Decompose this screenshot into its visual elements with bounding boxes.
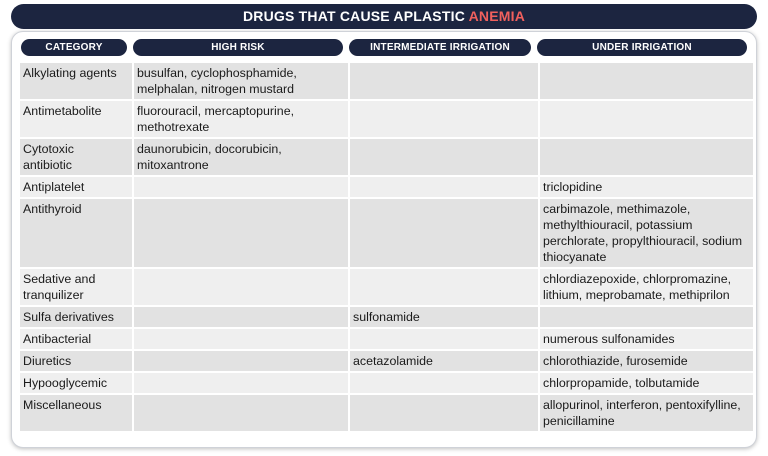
column-header-category: CATEGORY bbox=[21, 39, 127, 56]
under-cell bbox=[540, 63, 755, 101]
under-cell bbox=[540, 351, 755, 373]
high-risk-cell bbox=[134, 395, 350, 433]
under-cell-line: thiocyanate bbox=[543, 250, 607, 264]
table-row bbox=[20, 101, 755, 139]
category-cell bbox=[20, 139, 134, 177]
category-cell-line: Antibacterial bbox=[23, 332, 92, 346]
category-cell-line: Miscellaneous bbox=[23, 398, 102, 412]
category-cell bbox=[20, 199, 134, 269]
table-row bbox=[20, 329, 755, 351]
drug-table bbox=[20, 63, 755, 433]
table-row bbox=[20, 395, 755, 433]
intermediate-cell bbox=[350, 199, 540, 269]
category-cell-line: Antiplatelet bbox=[23, 180, 85, 194]
title-main: DRUGS THAT CAUSE APLASTIC bbox=[243, 8, 465, 24]
intermediate-cell bbox=[350, 307, 540, 329]
table-row bbox=[20, 269, 755, 307]
table-row bbox=[20, 63, 755, 101]
high-risk-cell-line: melphalan, nitrogen mustard bbox=[137, 82, 295, 96]
high-risk-cell bbox=[134, 199, 350, 269]
category-cell-line: antibiotic bbox=[23, 158, 72, 172]
under-cell-line: perchlorate, propylthiouracil, sodium bbox=[543, 234, 743, 248]
under-cell-line: methylthiouracil, potassium bbox=[543, 218, 693, 232]
table-row bbox=[20, 199, 755, 269]
high-risk-cell bbox=[134, 269, 350, 307]
high-risk-cell bbox=[134, 139, 350, 177]
under-cell-line: numerous sulfonamides bbox=[543, 332, 675, 346]
category-cell bbox=[20, 307, 134, 329]
column-header-intermediate: INTERMEDIATE IRRIGATION bbox=[349, 39, 531, 56]
intermediate-cell-line: acetazolamide bbox=[353, 354, 433, 368]
high-risk-cell bbox=[134, 63, 350, 101]
intermediate-cell bbox=[350, 63, 540, 101]
high-risk-cell-line: methotrexate bbox=[137, 120, 210, 134]
intermediate-cell bbox=[350, 373, 540, 395]
column-header-under: UNDER IRRIGATION bbox=[537, 39, 747, 56]
intermediate-cell-line: sulfonamide bbox=[353, 310, 420, 324]
category-cell bbox=[20, 395, 134, 433]
high-risk-cell-line: busulfan, cyclophosphamide, bbox=[137, 66, 297, 80]
high-risk-cell bbox=[134, 101, 350, 139]
high-risk-cell bbox=[134, 307, 350, 329]
under-cell bbox=[540, 101, 755, 139]
intermediate-cell bbox=[350, 139, 540, 177]
category-cell bbox=[20, 329, 134, 351]
category-cell-line: Cytotoxic bbox=[23, 142, 74, 156]
category-cell bbox=[20, 177, 134, 199]
table-row bbox=[20, 139, 755, 177]
category-cell-line: tranquilizer bbox=[23, 288, 84, 302]
under-cell-line: triclopidine bbox=[543, 180, 603, 194]
intermediate-cell bbox=[350, 269, 540, 307]
category-cell-line: Sulfa derivatives bbox=[23, 310, 114, 324]
column-header-high-risk: HIGH RISK bbox=[133, 39, 343, 56]
title-accent: ANEMIA bbox=[468, 8, 525, 24]
category-cell-line: Sedative and bbox=[23, 272, 96, 286]
high-risk-cell bbox=[134, 177, 350, 199]
high-risk-cell bbox=[134, 329, 350, 351]
intermediate-cell bbox=[350, 329, 540, 351]
under-cell bbox=[540, 199, 755, 269]
high-risk-cell bbox=[134, 373, 350, 395]
under-cell bbox=[540, 139, 755, 177]
under-cell-line: allopurinol, interferon, pentoxifylline, bbox=[543, 398, 741, 412]
category-cell bbox=[20, 373, 134, 395]
under-cell-line: carbimazole, methimazole, bbox=[543, 202, 691, 216]
under-cell bbox=[540, 177, 755, 199]
page-title bbox=[11, 4, 757, 29]
category-cell-line: Diuretics bbox=[23, 354, 72, 368]
under-cell-line: chlorothiazide, furosemide bbox=[543, 354, 688, 368]
table-row bbox=[20, 373, 755, 395]
category-cell bbox=[20, 63, 134, 101]
under-cell bbox=[540, 269, 755, 307]
under-cell-line: chlordiazepoxide, chlorpromazine, bbox=[543, 272, 732, 286]
under-cell-line: penicillamine bbox=[543, 414, 615, 428]
high-risk-cell-line: mitoxantrone bbox=[137, 158, 209, 172]
under-cell bbox=[540, 373, 755, 395]
table-body bbox=[20, 63, 755, 433]
high-risk-cell-line: daunorubicin, docorubicin, bbox=[137, 142, 282, 156]
category-cell bbox=[20, 269, 134, 307]
intermediate-cell bbox=[350, 395, 540, 433]
category-cell bbox=[20, 351, 134, 373]
category-cell-line: Antimetabolite bbox=[23, 104, 102, 118]
high-risk-cell-line: fluorouracil, mercaptopurine, bbox=[137, 104, 295, 118]
table-row bbox=[20, 177, 755, 199]
category-cell-line: Hypooglycemic bbox=[23, 376, 108, 390]
intermediate-cell bbox=[350, 351, 540, 373]
intermediate-cell bbox=[350, 101, 540, 139]
category-cell bbox=[20, 101, 134, 139]
under-cell bbox=[540, 329, 755, 351]
under-cell bbox=[540, 307, 755, 329]
category-cell-line: Antithyroid bbox=[23, 202, 82, 216]
under-cell bbox=[540, 395, 755, 433]
under-cell-line: chlorpropamide, tolbutamide bbox=[543, 376, 700, 390]
table-row bbox=[20, 307, 755, 329]
under-cell-line: lithium, meprobamate, methiprilon bbox=[543, 288, 730, 302]
table-row bbox=[20, 351, 755, 373]
category-cell-line: Alkylating agents bbox=[23, 66, 117, 80]
intermediate-cell bbox=[350, 177, 540, 199]
high-risk-cell bbox=[134, 351, 350, 373]
